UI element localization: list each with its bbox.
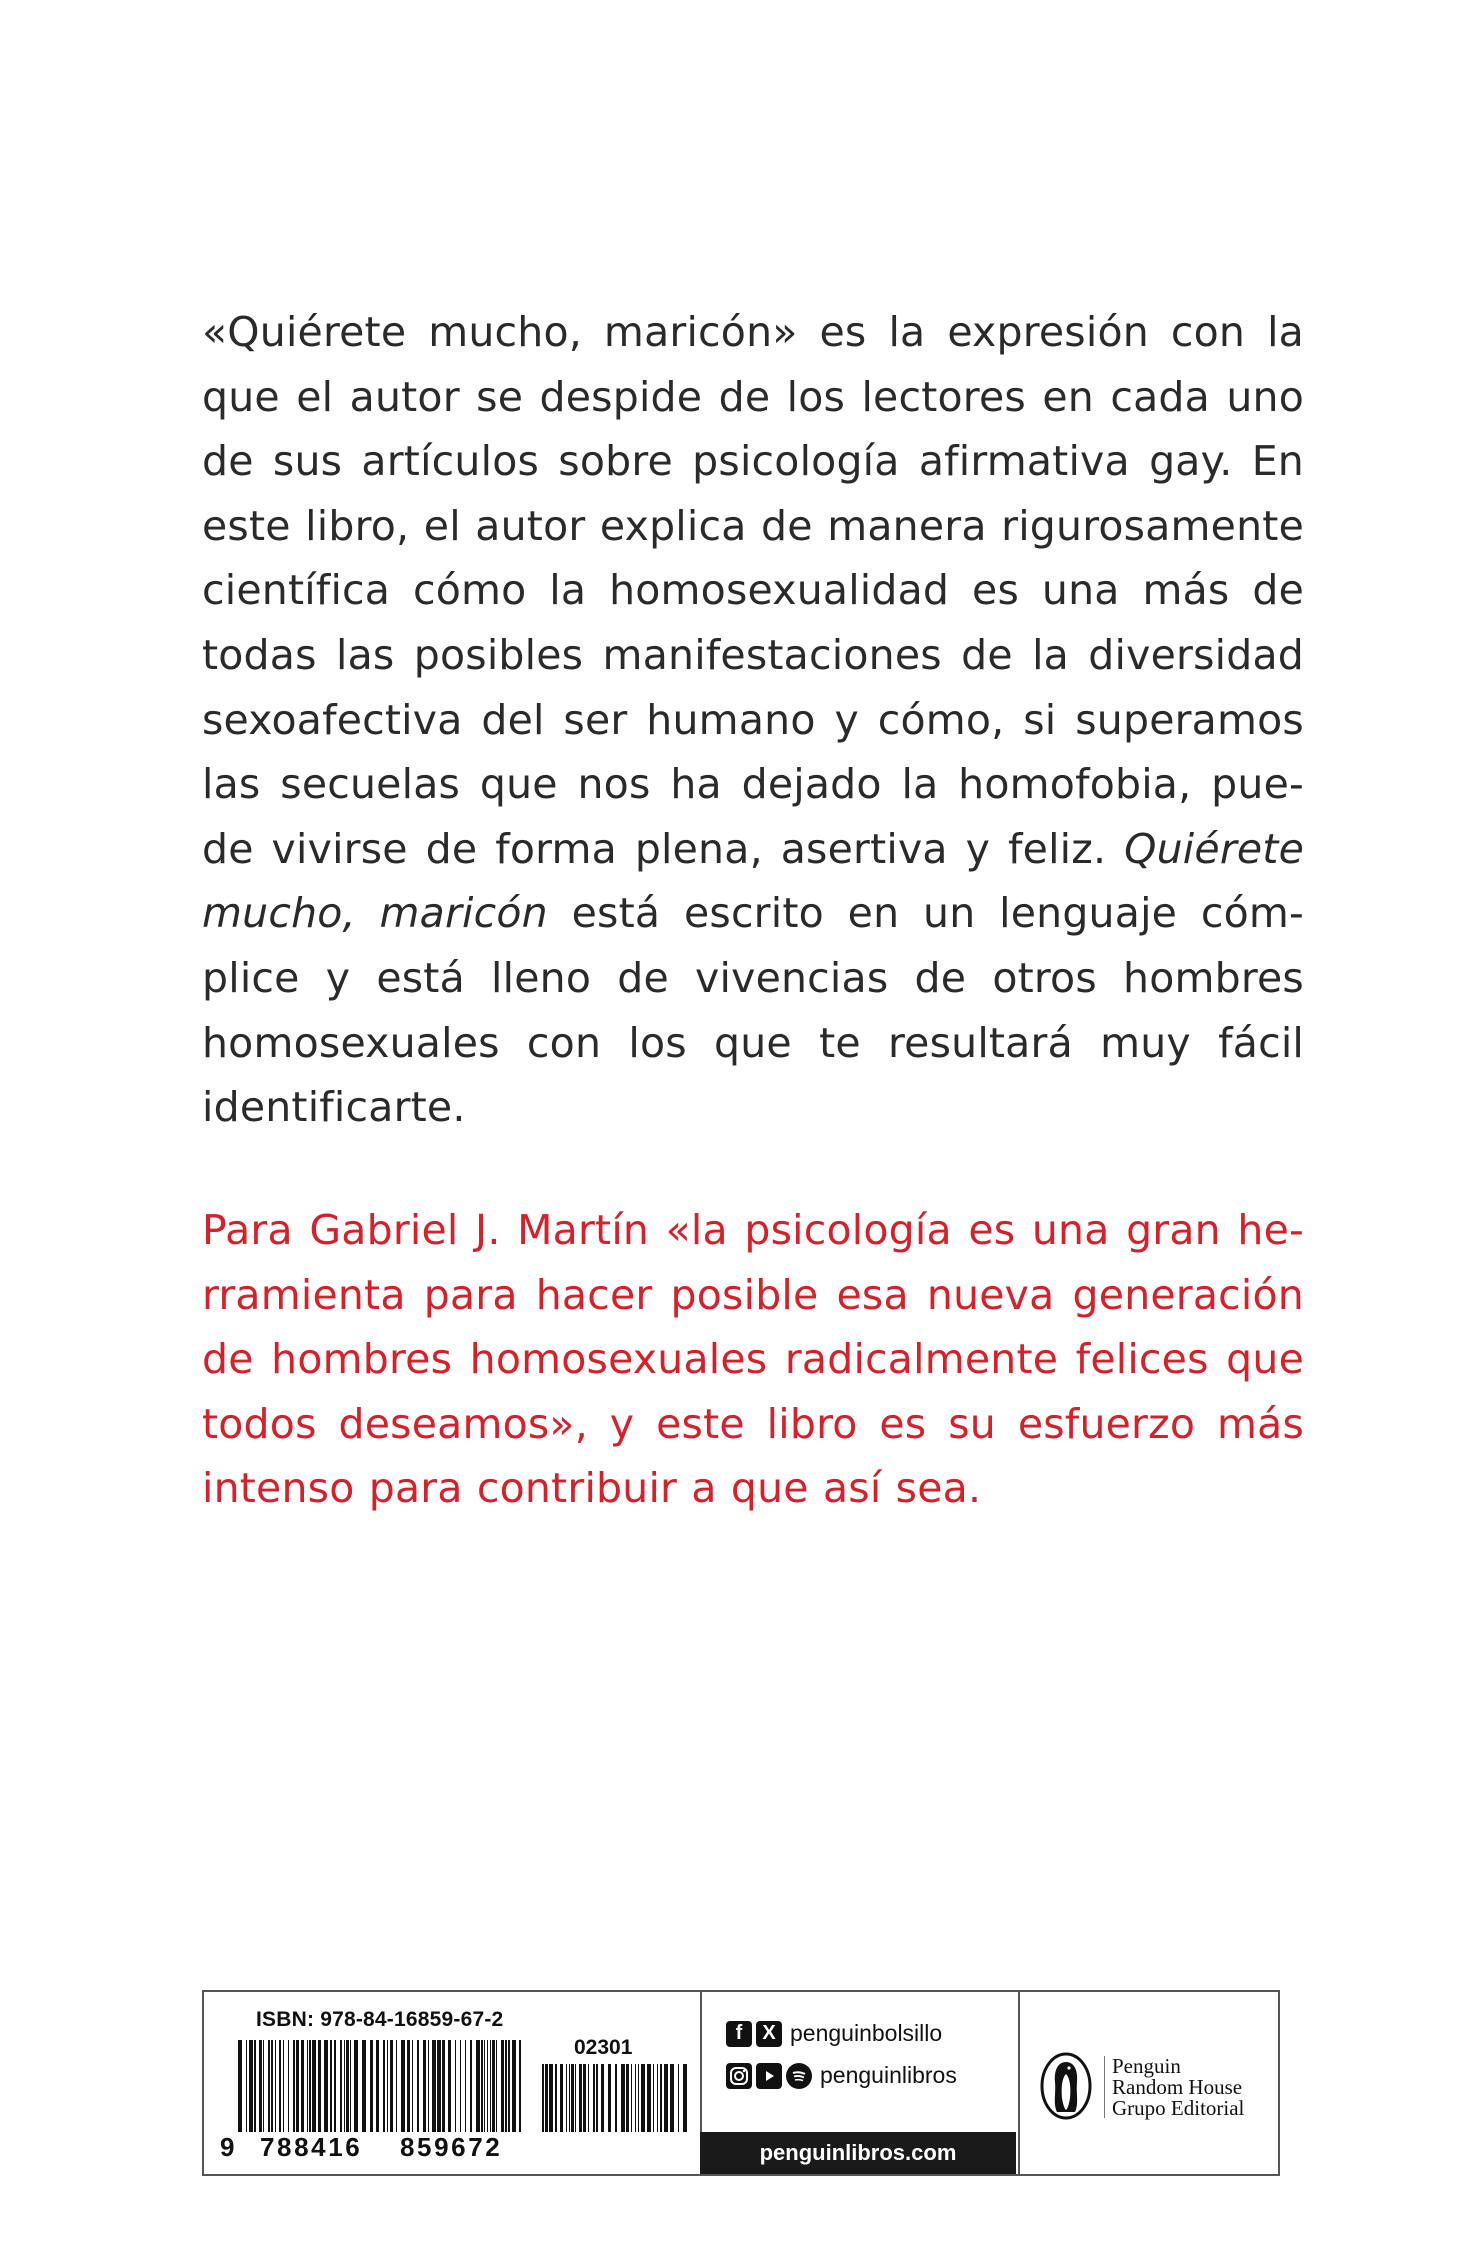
barcode-bar	[465, 2040, 466, 2132]
social-row-libros[interactable]	[726, 2062, 957, 2089]
publisher-line-3: Grupo Editorial	[1112, 2096, 1245, 2120]
barcode-bar	[350, 2040, 351, 2132]
publisher-line-1: Penguin	[1112, 2054, 1181, 2078]
barcode-bar	[583, 2064, 586, 2132]
barcode-bar	[334, 2040, 336, 2132]
handle-penguinbolsillo[interactable]: penguinbolsillo	[790, 2020, 943, 2046]
barcode-bar	[683, 2064, 687, 2132]
ean-digit-first: 9	[220, 2132, 238, 2162]
barcode-bar	[492, 2040, 495, 2132]
back-cover-footer	[202, 1990, 1280, 2176]
barcode-bar	[362, 2040, 366, 2132]
barcode-bar	[487, 2040, 488, 2132]
barcode-bar	[476, 2040, 480, 2132]
barcode-bar	[549, 2064, 553, 2132]
barcode-bar	[283, 2040, 284, 2132]
barcode-bar	[279, 2040, 281, 2132]
barcode-bar	[653, 2064, 654, 2132]
barcode-bar	[566, 2064, 567, 2132]
barcode-bar	[275, 2040, 276, 2132]
barcode-bar	[608, 2064, 611, 2132]
barcode-bar	[249, 2040, 253, 2132]
facebook-icon[interactable]: f	[726, 2021, 752, 2047]
handle-penguinlibros[interactable]: penguinlibros	[820, 2062, 957, 2088]
publisher-block	[1018, 1992, 1278, 2174]
book-title-italic: Quiérete mucho, maricón	[202, 824, 1304, 938]
barcode-bar	[505, 2040, 507, 2132]
barcode-bar	[344, 2040, 345, 2132]
barcode-bar	[346, 2040, 349, 2132]
barcode-addon-number: 02301	[574, 2036, 633, 2059]
barcode-bar	[318, 2040, 321, 2132]
barcode-bar	[571, 2064, 574, 2132]
barcode-bar	[660, 2064, 662, 2132]
barcode-bar	[490, 2040, 491, 2132]
barcode-bar	[288, 2040, 289, 2132]
ean-digits-right: 859672	[400, 2132, 503, 2162]
barcode-bar	[324, 2040, 328, 2132]
social-block	[700, 1992, 1020, 2174]
isbn-label: ISBN: 978-84-16859-67-2	[256, 2008, 504, 2031]
publisher-line-2: Random House	[1112, 2075, 1243, 2099]
barcode-bar	[263, 2040, 264, 2132]
barcode-bar	[460, 2040, 461, 2132]
barcode-bar	[481, 2040, 483, 2132]
ean-barcode	[238, 2040, 528, 2132]
barcode-bar	[484, 2040, 485, 2132]
spotify-icon[interactable]	[786, 2063, 812, 2089]
barcode-bar	[596, 2064, 598, 2132]
barcode-bar	[370, 2040, 373, 2132]
barcode-bar	[407, 2040, 410, 2132]
barcode-bar	[631, 2064, 632, 2132]
ean-digits-left: 788416	[260, 2132, 363, 2162]
addon-barcode	[542, 2064, 688, 2132]
barcode-bar	[254, 2040, 256, 2132]
barcode-bar	[635, 2064, 636, 2132]
barcode-bar	[588, 2064, 589, 2132]
barcode-bar	[542, 2064, 544, 2132]
barcode-bar	[293, 2040, 295, 2132]
barcode-bar	[647, 2064, 651, 2132]
barcode-bar	[396, 2040, 397, 2132]
barcode-bar	[307, 2040, 308, 2132]
barcode-bar	[615, 2064, 617, 2132]
barcode-bar	[641, 2064, 645, 2132]
barcode-bar	[569, 2064, 570, 2132]
barcode-bar	[455, 2040, 456, 2132]
blurb-text-end: está escrito en un lenguaje cóm-plice y está lleno de vivencias de otros hombres homosexuales con los que te resultará muy fácil identificarte.	[202, 889, 1305, 1132]
barcode-bar	[442, 2040, 445, 2132]
barcode-bar	[508, 2040, 510, 2132]
barcode-bar	[575, 2064, 576, 2132]
barcode-bar	[268, 2040, 270, 2132]
x-icon[interactable]: X	[756, 2021, 782, 2047]
barcode-bar	[470, 2040, 472, 2132]
barcode-bar	[296, 2040, 299, 2132]
barcode-bar	[432, 2040, 436, 2132]
barcode-bar	[496, 2040, 497, 2132]
barcode-bar	[670, 2064, 674, 2132]
barcode-bar	[560, 2064, 563, 2132]
barcode-bar	[330, 2040, 332, 2132]
social-row-bolsillo[interactable]	[726, 2020, 942, 2047]
barcode-bar	[638, 2064, 639, 2132]
barcode-bar	[501, 2040, 504, 2132]
back-cover-blurb	[202, 300, 1304, 1140]
barcode-bar	[259, 2040, 262, 2132]
barcode-block	[204, 1992, 702, 2174]
barcode-bar	[412, 2040, 413, 2132]
barcode-bar	[312, 2040, 316, 2132]
barcode-bar	[593, 2064, 595, 2132]
barcode-bar	[417, 2040, 419, 2132]
barcode-bar	[309, 2040, 311, 2132]
author-quote: Para Gabriel J. Martín «la psicología es una gran he-rramienta para hacer posible esa nueva generación de hombres homosexuales radicalmente felices que todos deseamos», y este libro es su esfuerzo más intenso para contribuir a que así sea.	[202, 1206, 1304, 1513]
penguin-logo-icon	[1038, 2050, 1094, 2122]
barcode-bar	[423, 2040, 426, 2132]
website-link[interactable]: penguinlibros.com	[700, 2132, 1016, 2174]
barcode-bar	[401, 2040, 405, 2132]
barcode-bar	[579, 2064, 582, 2132]
barcode-bar	[621, 2064, 625, 2132]
barcode-bar	[657, 2064, 658, 2132]
instagram-icon[interactable]	[726, 2063, 752, 2089]
barcode-bar	[238, 2040, 242, 2132]
barcode-bar	[383, 2040, 385, 2132]
barcode-bar	[555, 2064, 557, 2132]
barcode-bar	[390, 2040, 393, 2132]
barcode-bar	[246, 2040, 247, 2132]
barcode-bar	[601, 2064, 604, 2132]
barcode-bar	[626, 2064, 629, 2132]
barcode-bar	[678, 2064, 679, 2132]
barcode-bar	[387, 2040, 388, 2132]
barcode-bar	[545, 2064, 548, 2132]
barcode-bar	[376, 2040, 379, 2132]
barcode-bar	[354, 2040, 358, 2132]
barcode-bar	[301, 2040, 304, 2132]
barcode-bar	[664, 2064, 668, 2132]
youtube-icon[interactable]	[756, 2063, 782, 2089]
barcode-bar	[271, 2040, 273, 2132]
publisher-divider	[1104, 2056, 1105, 2118]
barcode-bar	[428, 2040, 429, 2132]
blurb-text-start: «Quiérete mucho, maricón» es la expresión con la que el autor se despide de los lectores en cada uno de sus artículos sobre psicología afirmativa gay. En este libro, el autor explica de manera rigurosamente científica cómo la homosexualidad es una más de todas las posibles manifestaciones de la diversidad sexoafectiva del ser humano y cómo, si superamos las secuelas que nos ha dejado la homofobia, pue-de vivirse de forma plena, asertiva y feliz.	[202, 308, 1304, 873]
publisher-name	[1112, 2056, 1244, 2119]
barcode-bar	[448, 2040, 451, 2132]
barcode-bar	[512, 2040, 516, 2132]
barcode-bar	[437, 2040, 441, 2132]
barcode-bar	[340, 2040, 342, 2132]
barcode-bar	[519, 2040, 521, 2132]
